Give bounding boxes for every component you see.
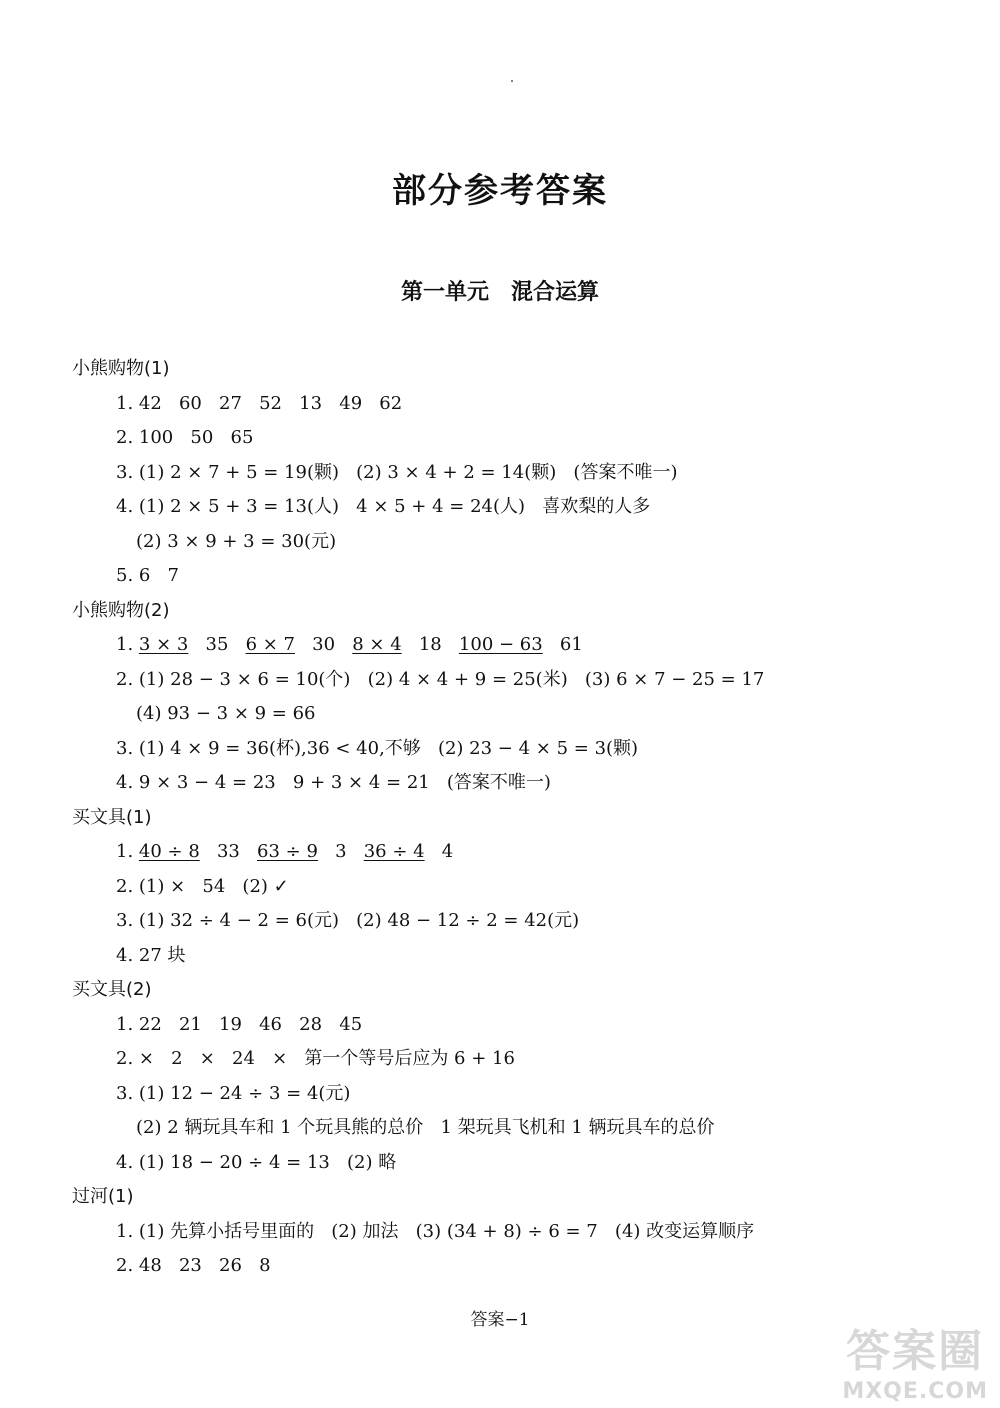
answer-line <box>72 559 952 594</box>
answer-line <box>72 904 952 939</box>
underlined-expression: 3 × 3 <box>138 634 189 655</box>
answer-text: 3. (1) 12 − 24 ÷ 3 = 4(元) <box>116 1082 351 1104</box>
answer-text: 3. (1) 2 × 7 + 5 = 19(颗) (2) 3 × 4 + 2 = 14(颗) (答案不唯一) <box>116 461 678 483</box>
unit-title: 第一单元 混合运算 <box>400 280 599 305</box>
answer-text: 4 <box>424 841 454 862</box>
answer-line <box>72 490 952 525</box>
answer-line <box>72 939 952 974</box>
answer-text: 5. 6 7 <box>116 565 179 586</box>
answer-text: 3. (1) 32 ÷ 4 − 2 = 6(元) (2) 48 − 12 ÷ 2 = 42(元) <box>116 910 580 931</box>
underlined-expression: 100 − 63 <box>458 634 543 655</box>
answer-text: 61 <box>542 634 583 655</box>
answer-text: 4. 27 块 <box>116 944 186 966</box>
section-heading: 买文具(2) <box>72 979 152 1000</box>
answer-text: 2. 100 50 65 <box>116 427 254 448</box>
section-heading: 小熊购物(2) <box>72 599 170 621</box>
page-footer: 答案−1 <box>470 1310 530 1330</box>
section-heading: 过河(1) <box>72 1186 134 1207</box>
underlined-expression: 36 ÷ 4 <box>363 841 425 862</box>
answer-text: (4) 93 − 3 × 9 = 66 <box>136 703 316 724</box>
watermark-logo: 答案圈 <box>846 1326 985 1377</box>
answer-text: 2. (1) 28 − 3 × 6 = 10(个) (2) 4 × 4 + 9 = 25(米) (3) 6 × 7 − 25 = 17 <box>116 668 765 690</box>
answer-line <box>72 525 952 560</box>
answer-line <box>72 1008 952 1043</box>
answer-text: 1. <box>116 634 139 655</box>
answer-text: 1. 22 21 19 46 28 45 <box>116 1013 363 1035</box>
answer-text: 30 <box>295 634 353 655</box>
answer-line <box>72 663 952 698</box>
answer-line <box>72 1249 952 1284</box>
answer-line <box>72 1215 952 1250</box>
watermark-url: MXQE.COM <box>842 1379 988 1404</box>
answer-text: 1. 42 60 27 52 13 49 62 <box>116 392 403 414</box>
answer-text: 1. <box>116 841 139 862</box>
answer-text: 4. 9 × 3 − 4 = 23 9 + 3 × 4 = 21 (答案不唯一) <box>116 772 551 793</box>
answer-text: 35 <box>188 634 246 655</box>
answer-text: 18 <box>401 634 459 655</box>
answer-text: 3. (1) 4 × 9 = 36(杯),36 < 40,不够 (2) 23 − 4 × 5 = 3(颗) <box>116 737 639 759</box>
answer-text: 2. × 2 × 24 × 第一个等号后应为 6 + 16 <box>116 1048 515 1069</box>
underlined-expression: 6 × 7 <box>245 634 296 655</box>
answer-text: 2. 48 23 26 8 <box>116 1255 271 1276</box>
watermark <box>842 1315 988 1404</box>
answer-text: 33 <box>199 841 258 862</box>
answer-line <box>72 835 952 870</box>
answer-line <box>72 421 952 456</box>
answer-text: 3 <box>317 841 364 862</box>
answer-text: 2. (1) × 54 (2) ✓ <box>116 875 289 897</box>
answer-line <box>72 870 952 905</box>
speck-top <box>511 80 513 82</box>
answer-line <box>72 1077 952 1112</box>
underlined-expression: 40 ÷ 8 <box>138 841 200 862</box>
answer-line <box>72 1111 952 1146</box>
underlined-expression: 8 × 4 <box>352 634 402 655</box>
answer-text: (2) 3 × 9 + 3 = 30(元) <box>136 530 337 552</box>
section-heading: 买文具(1) <box>72 806 152 828</box>
answer-line <box>72 766 952 801</box>
answer-list <box>72 352 952 1284</box>
answer-line <box>72 732 952 767</box>
underlined-expression: 63 ÷ 9 <box>257 841 318 862</box>
answer-text: 4. (1) 18 − 20 ÷ 4 = 13 (2) 略 <box>116 1151 397 1173</box>
answer-line <box>72 1042 952 1077</box>
answer-text: 1. (1) 先算小括号里面的 (2) 加法 (3) (34 + 8) ÷ 6 = 7 (4) 改变运算顺序 <box>116 1220 755 1242</box>
answer-line <box>72 1146 952 1181</box>
answer-text: 4. (1) 2 × 5 + 3 = 13(人) 4 × 5 + 4 = 24(人) 喜欢梨的人多 <box>116 496 651 517</box>
answer-line <box>72 456 952 491</box>
answer-line <box>72 387 952 422</box>
answer-line <box>72 628 952 663</box>
page-title: 部分参考答案 <box>392 171 608 211</box>
answer-text: (2) 2 辆玩具车和 1 个玩具熊的总价 1 架玩具飞机和 1 辆玩具车的总价 <box>136 1117 715 1138</box>
answer-line <box>72 697 952 732</box>
section-heading: 小熊购物(1) <box>72 358 170 379</box>
